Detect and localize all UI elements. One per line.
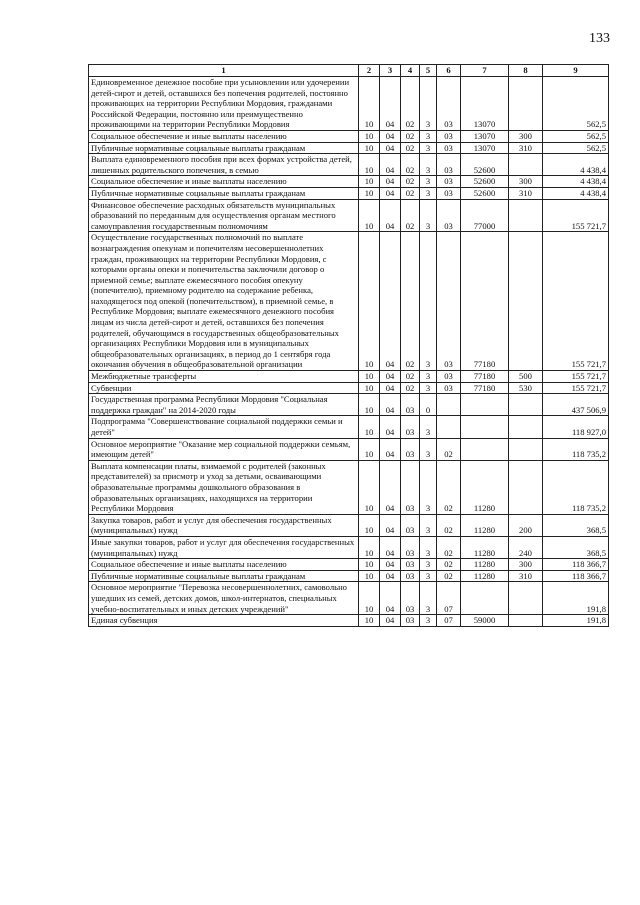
row-name: Социальное обеспечение и иные выплаты населению: [89, 130, 359, 142]
cell-col5: 3: [420, 536, 437, 558]
cell-col7: 52600: [461, 187, 509, 199]
table-row: [89, 176, 609, 188]
cell-col3: 04: [380, 460, 401, 514]
cell-col6: 03: [437, 130, 461, 142]
table-row: [89, 77, 609, 131]
cell-col8: [509, 77, 543, 131]
cell-col4: 02: [401, 382, 420, 394]
cell-col4: 03: [401, 460, 420, 514]
cell-col5: 3: [420, 615, 437, 627]
cell-col8: 240: [509, 536, 543, 558]
table-row: [89, 232, 609, 371]
cell-col8: 500: [509, 371, 543, 383]
cell-col3: 04: [380, 130, 401, 142]
cell-col4: 02: [401, 232, 420, 371]
cell-col7: 13070: [461, 142, 509, 154]
table-row: [89, 130, 609, 142]
cell-col5: 3: [420, 130, 437, 142]
column-header: 3: [380, 65, 401, 77]
cell-col5: 0: [420, 394, 437, 416]
cell-col4: 02: [401, 130, 420, 142]
cell-col8: 300: [509, 130, 543, 142]
cell-col2: 10: [359, 460, 380, 514]
cell-col3: 04: [380, 187, 401, 199]
row-name: Основное мероприятие "Перевозка несовершеннолетних, самовольно ушедших из семей, детских домов, школ-интернатов, специальных учебно-воспитательных и иных детских учреждений": [89, 582, 359, 615]
cell-col3: 04: [380, 154, 401, 176]
cell-col8: 300: [509, 176, 543, 188]
cell-col2: 10: [359, 514, 380, 536]
table-row: [89, 582, 609, 615]
cell-col7: 77180: [461, 371, 509, 383]
table-row: [89, 142, 609, 154]
row-name: Закупка товаров, работ и услуг для обеспечения государственных (муниципальных) нужд: [89, 514, 359, 536]
cell-col6: [437, 416, 461, 438]
cell-col4: 03: [401, 514, 420, 536]
cell-col7: 11280: [461, 559, 509, 571]
cell-col2: 10: [359, 416, 380, 438]
cell-col4: 03: [401, 559, 420, 571]
cell-col8: 310: [509, 187, 543, 199]
table-row: [89, 382, 609, 394]
cell-col3: 04: [380, 77, 401, 131]
cell-col4: 03: [401, 615, 420, 627]
cell-col2: 10: [359, 371, 380, 383]
cell-col7: 11280: [461, 536, 509, 558]
cell-col6: 07: [437, 615, 461, 627]
cell-col8: [509, 154, 543, 176]
row-name: Государственная программа Республики Мордовия "Социальная поддержка граждан" на 2014-2020 годы: [89, 394, 359, 416]
cell-col7: 11280: [461, 570, 509, 582]
column-header: 1: [89, 65, 359, 77]
cell-col7: 13070: [461, 77, 509, 131]
cell-col6: 03: [437, 382, 461, 394]
cell-col6: 07: [437, 582, 461, 615]
cell-col5: 3: [420, 232, 437, 371]
table-row: [89, 187, 609, 199]
cell-col8: [509, 582, 543, 615]
cell-amount: 155 721,7: [543, 382, 609, 394]
cell-col3: 04: [380, 199, 401, 232]
cell-col8: 310: [509, 570, 543, 582]
table-row: [89, 570, 609, 582]
cell-col7: 11280: [461, 460, 509, 514]
table-header-row: [89, 65, 609, 77]
row-name: Публичные нормативные социальные выплаты гражданам: [89, 187, 359, 199]
row-name: Публичные нормативные социальные выплаты гражданам: [89, 142, 359, 154]
cell-col7: 11280: [461, 514, 509, 536]
cell-col6: 02: [437, 570, 461, 582]
cell-col6: 03: [437, 232, 461, 371]
cell-col7: [461, 582, 509, 615]
cell-col2: 10: [359, 394, 380, 416]
cell-amount: 4 438,4: [543, 187, 609, 199]
cell-col5: 3: [420, 382, 437, 394]
cell-col3: 04: [380, 615, 401, 627]
cell-col6: [437, 394, 461, 416]
table-row: [89, 460, 609, 514]
cell-col6: 03: [437, 154, 461, 176]
cell-col6: 02: [437, 536, 461, 558]
cell-col4: 02: [401, 154, 420, 176]
cell-col7: 77180: [461, 382, 509, 394]
cell-col4: 02: [401, 176, 420, 188]
cell-col5: 3: [420, 582, 437, 615]
cell-col6: 02: [437, 438, 461, 460]
cell-col3: 04: [380, 514, 401, 536]
cell-col5: 3: [420, 371, 437, 383]
cell-col7: [461, 416, 509, 438]
table-row: [89, 416, 609, 438]
cell-col5: 3: [420, 77, 437, 131]
cell-col3: 04: [380, 438, 401, 460]
cell-col6: 02: [437, 559, 461, 571]
cell-col7: [461, 394, 509, 416]
cell-amount: 191,8: [543, 615, 609, 627]
cell-col4: 03: [401, 438, 420, 460]
cell-col7: 77000: [461, 199, 509, 232]
row-name: Социальное обеспечение и иные выплаты населению: [89, 176, 359, 188]
cell-col7: 13070: [461, 130, 509, 142]
cell-col3: 04: [380, 394, 401, 416]
cell-col6: 03: [437, 187, 461, 199]
cell-col5: 3: [420, 199, 437, 232]
table-row: [89, 559, 609, 571]
cell-col8: [509, 615, 543, 627]
cell-col7: [461, 438, 509, 460]
cell-col2: 10: [359, 130, 380, 142]
cell-col3: 04: [380, 416, 401, 438]
row-name: Межбюджетные трансферты: [89, 371, 359, 383]
cell-col8: [509, 199, 543, 232]
row-name: Социальное обеспечение и иные выплаты населению: [89, 559, 359, 571]
cell-col2: 10: [359, 582, 380, 615]
budget-table: [88, 64, 609, 627]
cell-col5: 3: [420, 460, 437, 514]
row-name: Единая субвенция: [89, 615, 359, 627]
cell-col6: 02: [437, 514, 461, 536]
row-name: Финансовое обеспечение расходных обязательств муниципальных образований по переданным для осуществления органам местного самоуправления государственным полномочиям: [89, 199, 359, 232]
cell-col3: 04: [380, 176, 401, 188]
cell-col8: [509, 232, 543, 371]
cell-amount: 155 721,7: [543, 199, 609, 232]
cell-col4: 03: [401, 582, 420, 615]
cell-col2: 10: [359, 199, 380, 232]
cell-amount: 118 366,7: [543, 570, 609, 582]
cell-col7: 52600: [461, 176, 509, 188]
cell-col8: [509, 438, 543, 460]
cell-col6: 03: [437, 371, 461, 383]
cell-col5: 3: [420, 438, 437, 460]
cell-col6: 03: [437, 199, 461, 232]
cell-amount: 4 438,4: [543, 154, 609, 176]
cell-col2: 10: [359, 154, 380, 176]
cell-amount: 4 438,4: [543, 176, 609, 188]
cell-col8: 300: [509, 559, 543, 571]
cell-col4: 03: [401, 416, 420, 438]
cell-col3: 04: [380, 232, 401, 371]
cell-col3: 04: [380, 142, 401, 154]
cell-col4: 02: [401, 77, 420, 131]
cell-col2: 10: [359, 142, 380, 154]
cell-col4: 03: [401, 570, 420, 582]
cell-col2: 10: [359, 187, 380, 199]
column-header: 9: [543, 65, 609, 77]
cell-amount: 118 927,0: [543, 416, 609, 438]
cell-col4: 02: [401, 371, 420, 383]
cell-amount: 191,8: [543, 582, 609, 615]
table-row: [89, 514, 609, 536]
cell-col4: 02: [401, 142, 420, 154]
row-name: Субвенции: [89, 382, 359, 394]
cell-col8: [509, 394, 543, 416]
cell-amount: 368,5: [543, 536, 609, 558]
row-name: Основное мероприятие "Оказание мер социальной поддержки семьям, имеющим детей": [89, 438, 359, 460]
cell-col3: 04: [380, 371, 401, 383]
cell-col8: 310: [509, 142, 543, 154]
cell-col7: 52600: [461, 154, 509, 176]
table-row: [89, 371, 609, 383]
cell-col5: 3: [420, 416, 437, 438]
column-header: 7: [461, 65, 509, 77]
cell-col7: 77180: [461, 232, 509, 371]
cell-col2: 10: [359, 176, 380, 188]
cell-col8: 530: [509, 382, 543, 394]
table-row: [89, 438, 609, 460]
cell-col2: 10: [359, 536, 380, 558]
cell-col3: 04: [380, 559, 401, 571]
cell-col5: 3: [420, 570, 437, 582]
cell-col2: 10: [359, 382, 380, 394]
cell-col5: 3: [420, 559, 437, 571]
cell-amount: 155 721,7: [543, 371, 609, 383]
cell-col3: 04: [380, 582, 401, 615]
row-name: Единовременное денежное пособие при усыновлении или удочерении детей-сирот и детей, оставшихся без попечения родителей, постоянно проживающих на территории Республики Мордовия, гражданами Российской Федерации, постоянно или преимущественно проживающими на территории Республики Мордовия: [89, 77, 359, 131]
cell-amount: 155 721,7: [543, 232, 609, 371]
cell-col2: 10: [359, 559, 380, 571]
cell-col2: 10: [359, 570, 380, 582]
cell-col8: [509, 416, 543, 438]
cell-col2: 10: [359, 615, 380, 627]
column-header: 8: [509, 65, 543, 77]
column-header: 5: [420, 65, 437, 77]
cell-amount: 368,5: [543, 514, 609, 536]
column-header: 4: [401, 65, 420, 77]
table-row: [89, 199, 609, 232]
column-header: 6: [437, 65, 461, 77]
cell-col8: [509, 460, 543, 514]
cell-col4: 03: [401, 394, 420, 416]
cell-col5: 3: [420, 514, 437, 536]
cell-col2: 10: [359, 77, 380, 131]
cell-col5: 3: [420, 154, 437, 176]
cell-col4: 02: [401, 199, 420, 232]
cell-col8: 200: [509, 514, 543, 536]
cell-amount: 562,5: [543, 130, 609, 142]
row-name: Иные закупки товаров, работ и услуг для обеспечения государственных (муниципальных) нужд: [89, 536, 359, 558]
table-row: [89, 615, 609, 627]
cell-col2: 10: [359, 438, 380, 460]
cell-col6: 03: [437, 176, 461, 188]
table-row: [89, 154, 609, 176]
cell-col7: 59000: [461, 615, 509, 627]
cell-col4: 03: [401, 536, 420, 558]
cell-amount: 118 735,2: [543, 460, 609, 514]
table-row: [89, 536, 609, 558]
row-name: Выплата единовременного пособия при всех формах устройства детей, лишенных родительского попечения, в семью: [89, 154, 359, 176]
page-number: 133: [589, 31, 610, 46]
cell-amount: 437 506,9: [543, 394, 609, 416]
row-name: Выплата компенсации платы, взимаемой с родителей (законных представителей) за присмотр и уход за детьми, осваивающими образовательные программы дошкольного образования в образовательных организациях, находящихся на территории Республики Мордовия: [89, 460, 359, 514]
cell-amount: 562,5: [543, 142, 609, 154]
row-name: Публичные нормативные социальные выплаты гражданам: [89, 570, 359, 582]
column-header: 2: [359, 65, 380, 77]
cell-amount: 118 366,7: [543, 559, 609, 571]
row-name: Подпрограмма "Совершенствование социальной поддержки семьи и детей": [89, 416, 359, 438]
cell-col6: 03: [437, 77, 461, 131]
cell-col5: 3: [420, 142, 437, 154]
cell-col6: 03: [437, 142, 461, 154]
cell-amount: 118 735,2: [543, 438, 609, 460]
cell-col6: 02: [437, 460, 461, 514]
cell-col3: 04: [380, 536, 401, 558]
cell-col2: 10: [359, 232, 380, 371]
table-row: [89, 394, 609, 416]
cell-amount: 562,5: [543, 77, 609, 131]
cell-col5: 3: [420, 187, 437, 199]
cell-col3: 04: [380, 570, 401, 582]
cell-col3: 04: [380, 382, 401, 394]
cell-col4: 02: [401, 187, 420, 199]
row-name: Осуществление государственных полномочий по выплате вознаграждения опекунам и попечителям несовершеннолетних граждан, проживающих на территории Республики Мордовия, с которыми органы опеки и попечительства заключили договор о приемной семье; выплате ежемесячного пособия опекуну (попечителю), приемному родителю на содержание ребенка, находящегося под опекой (попечительством), в приемной семье, в Республике Мордовия; выплате ежемесячного денежного пособия лицам из числа детей-сирот и детей, оставшихся без попечения родителей, обучающимся в государственных общеобразовательных организациях Республики Мордовия или в муниципальных общеобразовательных организациях, в период до 1 сентября года окончания обучения в общеобразовательной организации: [89, 232, 359, 371]
cell-col5: 3: [420, 176, 437, 188]
